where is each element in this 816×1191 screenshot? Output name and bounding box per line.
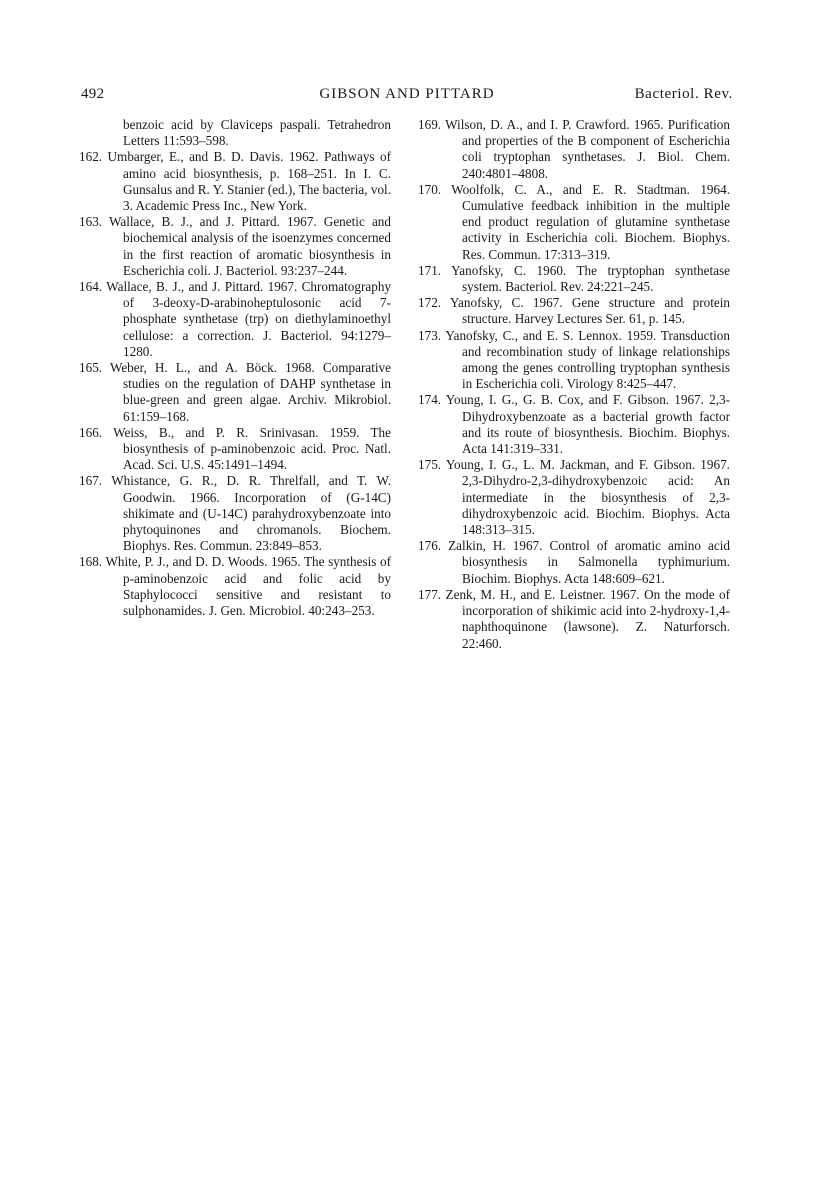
reference-text: Young, I. G., G. B. Cox, and F. Gibson. 1967. 2,3-Dihydroxybenzoate as a bacterial growth factor and its route of biosynthesis. Biochim. Biophys. Acta 141:319–331. bbox=[445, 392, 731, 457]
page-header bbox=[81, 86, 733, 108]
reference-item bbox=[81, 149, 391, 214]
reference-text: Yanofsky, C. 1967. Gene structure and protein structure. Harvey Lectures Ser. 61, p. 145. bbox=[449, 295, 730, 327]
reference-number: 164. bbox=[79, 279, 103, 295]
reference-text: Wallace, B. J., and J. Pittard. 1967. Genetic and biochemical analysis of the isoenzymes concerned in the first reaction of aromatic biosynthesis in Escherichia coli. J. Bacteriol. 93:237–244. bbox=[108, 214, 391, 278]
reference-item bbox=[81, 279, 391, 360]
reference-item bbox=[420, 392, 730, 457]
reference-number: 177. bbox=[418, 586, 442, 602]
reference-number: 170. bbox=[418, 181, 442, 197]
reference-item bbox=[420, 117, 730, 182]
reference-number: 166. bbox=[79, 424, 103, 440]
reference-number: 176. bbox=[418, 538, 442, 554]
reference-text: Wallace, B. J., and J. Pittard. 1967. Chromatography of 3-deoxy-D-arabinoheptulosonic acid 7-phosphate synthetase (trp) on diethylaminoethyl cellulose: a correction. J. Bacteriol. 94:1279–1280. bbox=[106, 279, 392, 359]
reference-item bbox=[420, 538, 730, 587]
page-number: 492 bbox=[81, 86, 105, 102]
reference-text: Zalkin, H. 1967. Control of aromatic amino acid biosynthesis in Salmonella typhimurium. Biochim. Biophys. Acta 148:609–621. bbox=[448, 538, 730, 586]
reference-text: Zenk, M. H., and E. Leistner. 1967. On the mode of incorporation of shikimic acid into 2-hydroxy-1,4-naphthoquinone (lawsone). Z. Naturforsch. 22:460. bbox=[445, 586, 731, 651]
reference-number: 167. bbox=[79, 473, 103, 489]
reference-item bbox=[420, 182, 730, 263]
reference-text: Young, I. G., L. M. Jackman, and F. Gibson. 1967. 2,3-Dihydro-2,3-dihydroxybenzoic acid: An intermediate in the biosynthesis of 2,3-dihydroxybenzoic acid. Biochim. Biophys. Acta 148:313–315. bbox=[445, 457, 730, 538]
reference-continuation: benzoic acid by Claviceps paspali. Tetrahedron Letters 11:593–598. bbox=[123, 117, 391, 149]
reference-text: Woolfolk, C. A., and E. R. Stadtman. 1964. Cumulative feedback inhibition in the multiple end product regulation of glutamine synthetase activity in Escherichia coli. Biochem. Biophys. Res. Commun. 17:313–319. bbox=[451, 181, 730, 262]
running-title: GIBSON AND PITTARD bbox=[319, 86, 495, 102]
reference-text: Yanofsky, C., and E. S. Lennox. 1959. Transduction and recombination study of linkage relationships among the genes controlling tryptophan synthesis in Escherichia coli. Virology 8:425–447. bbox=[445, 327, 730, 392]
reference-item bbox=[81, 554, 391, 619]
reference-text: Whistance, G. R., D. R. Threlfall, and T. W. Goodwin. 1966. Incorporation of (G-14C) shikimate and (U-14C) parahydroxybenzoate into phytoquinones and chromanols. Biochem. Biophys. Res. Commun. 23:849–853. bbox=[111, 473, 392, 554]
reference-number: 171. bbox=[418, 262, 442, 278]
reference-number: 165. bbox=[79, 360, 103, 376]
reference-number: 174. bbox=[418, 392, 442, 408]
reference-text: White, P. J., and D. D. Woods. 1965. The synthesis of p-aminobenzoic acid and folic acid by Staphylococci sensitive and resistant to sulphonamides. J. Gen. Microbiol. 40:243–253. bbox=[105, 554, 391, 619]
reference-column-left bbox=[81, 117, 391, 619]
reference-item bbox=[420, 457, 730, 538]
reference-column-right bbox=[420, 117, 730, 652]
reference-item bbox=[420, 263, 730, 295]
reference-item bbox=[81, 473, 391, 554]
reference-number: 169. bbox=[418, 117, 442, 132]
reference-text: Yanofsky, C. 1960. The tryptophan synthetase system. Bacteriol. Rev. 24:221–245. bbox=[451, 262, 730, 295]
reference-text: Weiss, B., and P. R. Srinivasan. 1959. The biosynthesis of p-aminobenzoic acid. Proc. Natl. Acad. Sci. U.S. 45:1491–1494. bbox=[113, 424, 391, 473]
reference-number: 172. bbox=[418, 295, 442, 311]
reference-text: Wilson, D. A., and I. P. Crawford. 1965. Purification and properties of the B component of Escherichia coli tryptophan synthetases. J. Biol. Chem. 240:4801–4808. bbox=[445, 117, 730, 181]
reference-number: 175. bbox=[418, 457, 442, 473]
reference-number: 162. bbox=[79, 149, 103, 165]
reference-item bbox=[420, 587, 730, 652]
reference-item bbox=[81, 214, 391, 279]
journal-name: Bacteriol. Rev. bbox=[634, 86, 733, 102]
reference-text: Weber, H. L., and A. Böck. 1968. Comparative studies on the regulation of DAHP synthetase in blue-green and green algae. Archiv. Mikrobiol. 61:159–168. bbox=[109, 360, 391, 424]
reference-number: 173. bbox=[418, 327, 442, 343]
reference-item bbox=[81, 360, 391, 425]
reference-item bbox=[420, 295, 730, 327]
reference-item bbox=[81, 425, 391, 474]
reference-number: 168. bbox=[79, 554, 103, 570]
reference-number: 163. bbox=[79, 214, 103, 230]
reference-item bbox=[420, 328, 730, 393]
reference-text: Umbarger, E., and B. D. Davis. 1962. Pathways of amino acid biosynthesis, p. 168–251. In I. C. Gunsalus and R. Y. Stanier (ed.), The bacteria, vol. 3. Academic Press Inc., New York. bbox=[107, 149, 391, 214]
